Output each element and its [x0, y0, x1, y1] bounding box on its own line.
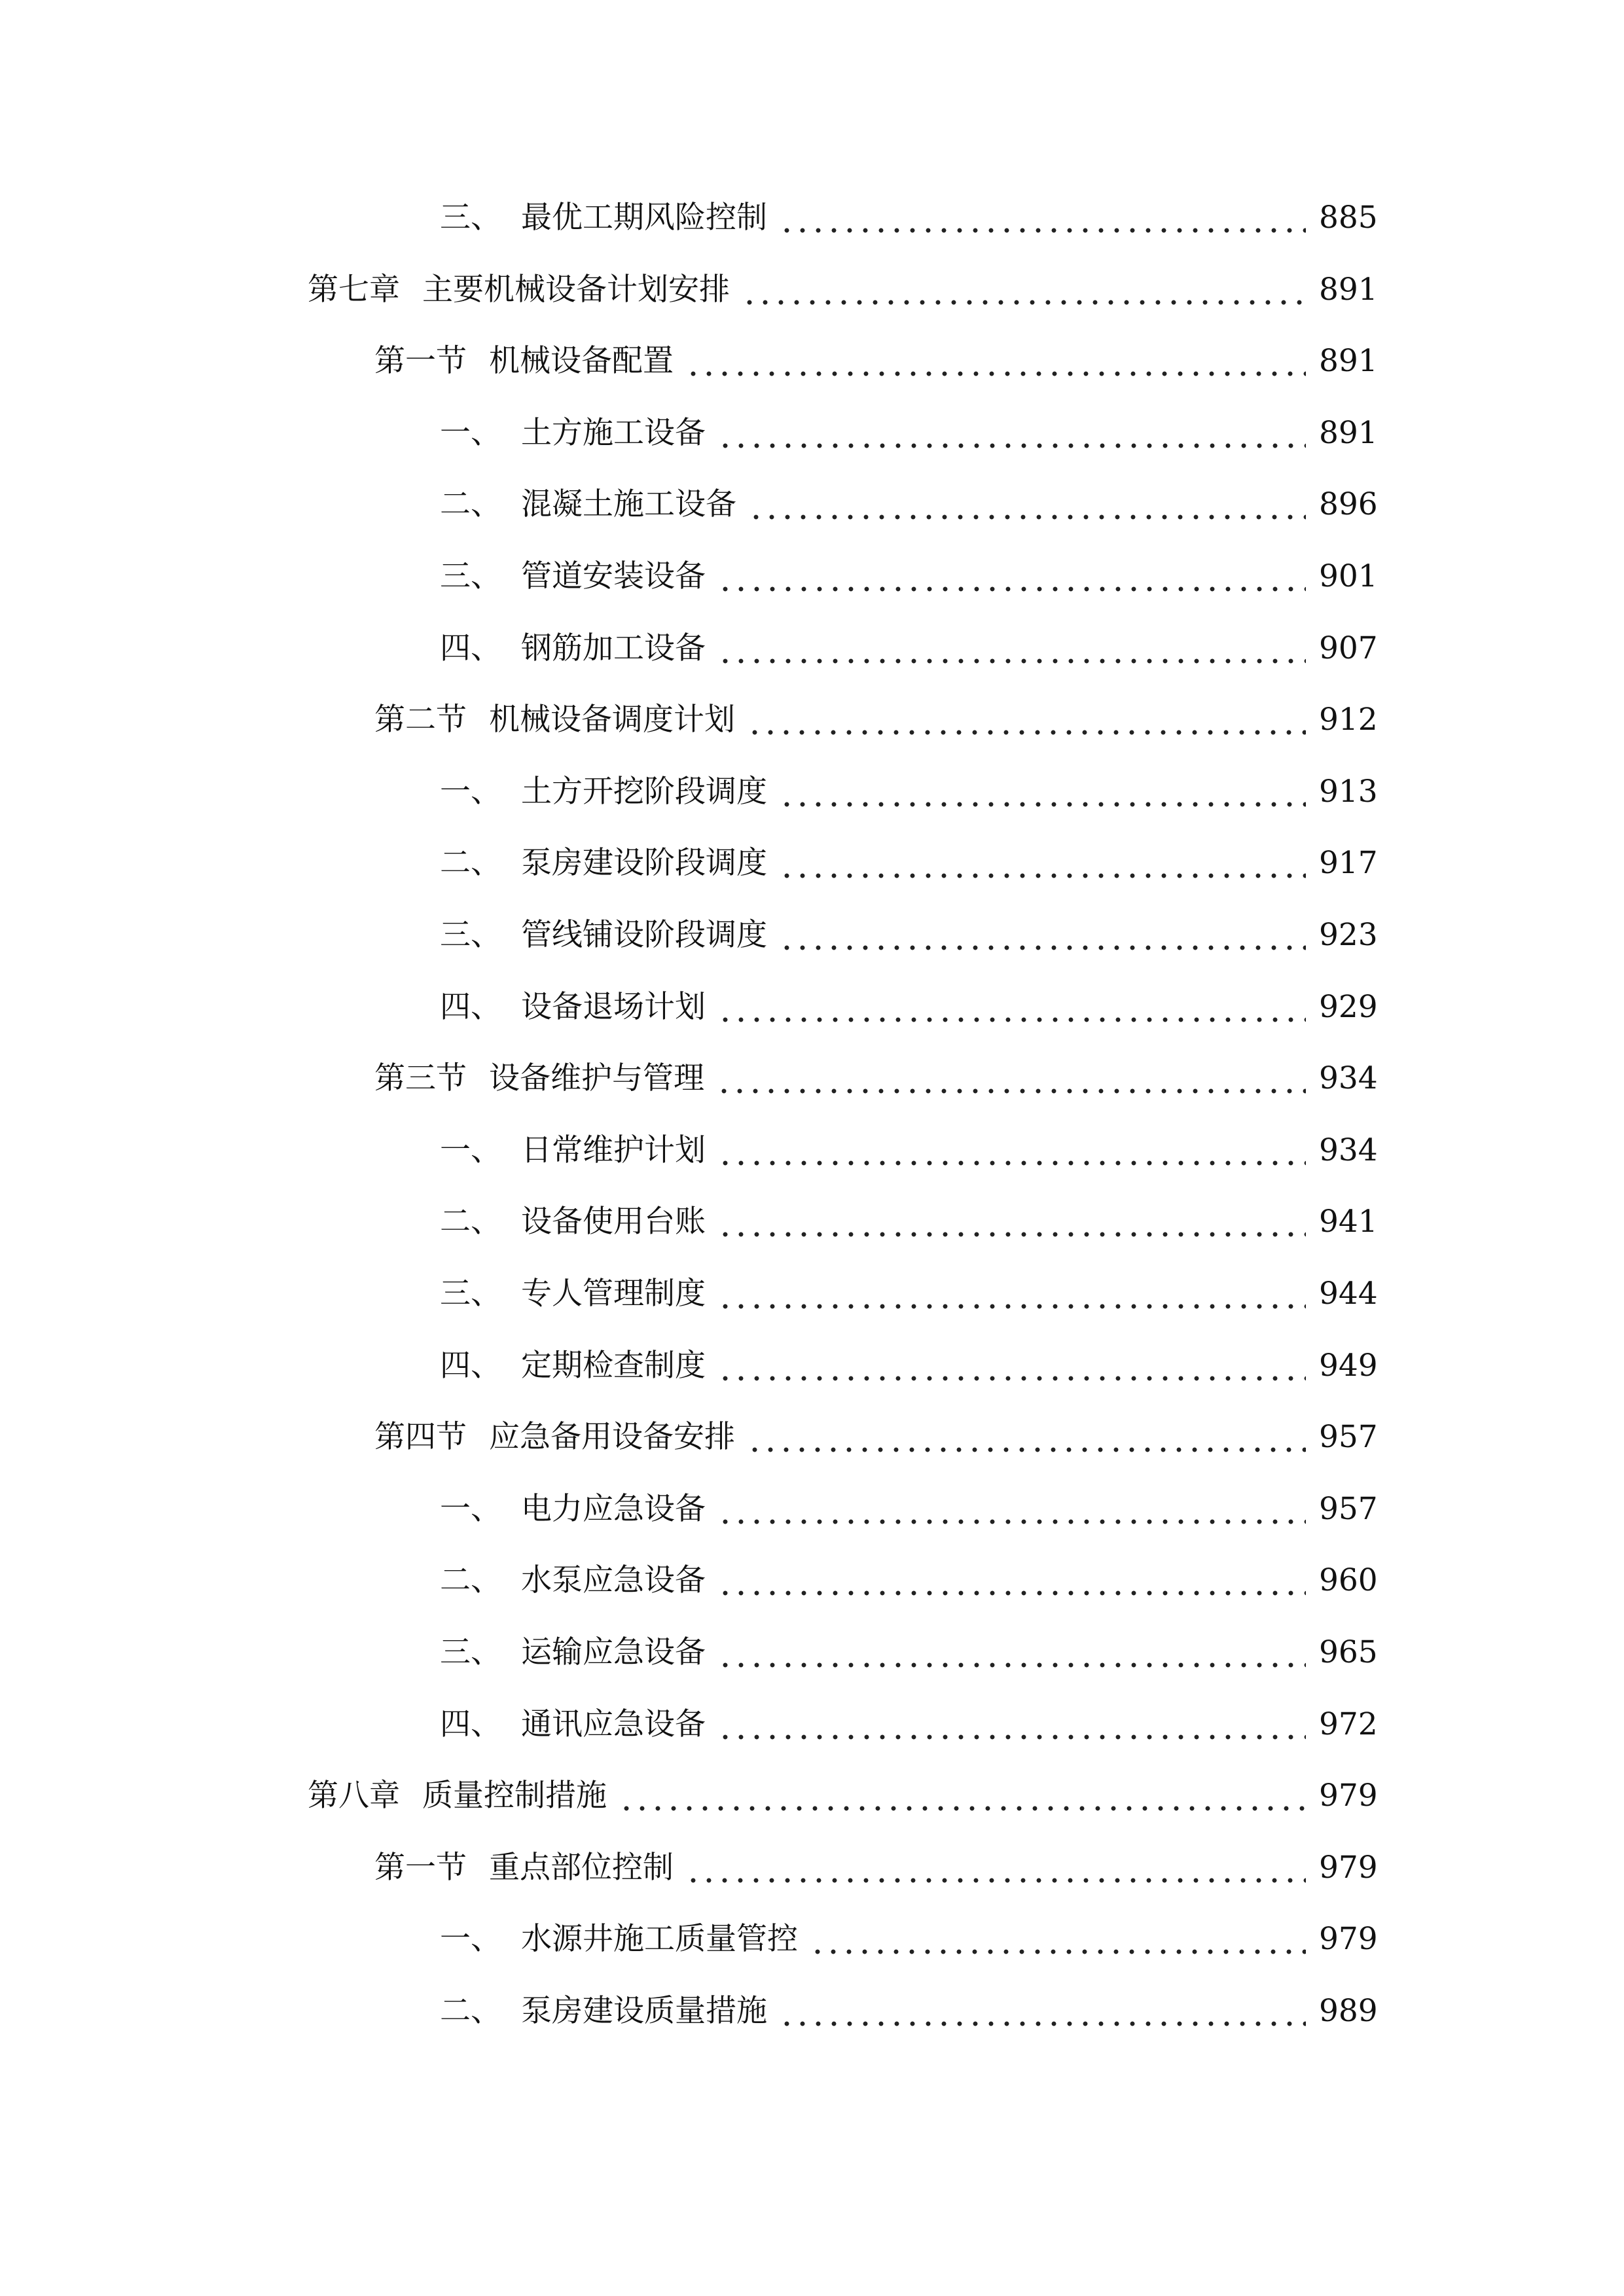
- toc-entry-section[interactable]: [374, 1052, 1378, 1105]
- toc-entry-page-number: 934: [1319, 1060, 1378, 1096]
- toc-entry-item[interactable]: [440, 1340, 1378, 1392]
- toc-entry-page-number: 989: [1319, 1993, 1378, 2029]
- toc-entry-title: 电力应急设备: [521, 1491, 706, 1527]
- toc-dot-leader: [619, 1770, 1306, 1822]
- toc-dot-leader: [810, 1913, 1306, 1965]
- toc-entry-title: 运输应急设备: [521, 1634, 706, 1670]
- toc-entry-page-number: 934: [1319, 1132, 1378, 1168]
- toc-entry-page-number: 917: [1319, 845, 1378, 881]
- toc-entry-title: 管道安装设备: [521, 558, 706, 594]
- toc-dot-leader: [779, 192, 1306, 244]
- toc-entry-item[interactable]: [440, 766, 1378, 818]
- toc-entry-item[interactable]: [440, 192, 1378, 244]
- toc-entry-number: 三、: [440, 1634, 501, 1670]
- toc-entry-title: 土方施工设备: [521, 415, 706, 451]
- toc-dot-leader: [717, 622, 1306, 675]
- toc-entry-item[interactable]: [440, 1483, 1378, 1535]
- toc-entry-number: 三、: [440, 200, 501, 236]
- toc-entry-number: 二、: [440, 845, 501, 881]
- toc-entry-section[interactable]: [374, 694, 1378, 746]
- toc-entry-number: 二、: [440, 486, 501, 522]
- toc-dot-leader: [717, 1554, 1306, 1607]
- toc-entry-page-number: 979: [1319, 1921, 1378, 1957]
- toc-entry-page-number: 891: [1319, 272, 1378, 308]
- toc-entry-number: 第七章: [308, 272, 400, 308]
- toc-entry-number: 第一节: [374, 1850, 467, 1886]
- toc-entry-item[interactable]: [440, 1554, 1378, 1607]
- toc-entry-number: 第三节: [374, 1060, 467, 1096]
- toc-entry-title: 质量控制措施: [422, 1778, 607, 1814]
- toc-entry-page-number: 949: [1319, 1348, 1378, 1384]
- toc-entry-item[interactable]: [440, 981, 1378, 1033]
- toc-entry-number: 二、: [440, 1204, 501, 1240]
- toc-entry-item[interactable]: [440, 1124, 1378, 1177]
- toc-dot-leader: [748, 478, 1306, 531]
- toc-entry-title: 水泵应急设备: [521, 1562, 706, 1598]
- toc-entry-number: 第八章: [308, 1778, 400, 1814]
- toc-entry-page-number: 941: [1319, 1204, 1378, 1240]
- toc-entry-page-number: 960: [1319, 1562, 1378, 1598]
- toc-entry-number: 三、: [440, 558, 501, 594]
- toc-entry-number: 二、: [440, 1562, 501, 1598]
- toc-entry-item[interactable]: [440, 909, 1378, 961]
- toc-entry-page-number: 965: [1319, 1634, 1378, 1670]
- toc-entry-page-number: 896: [1319, 486, 1378, 522]
- toc-dot-leader: [717, 1698, 1306, 1751]
- toc-entry-page-number: 972: [1319, 1706, 1378, 1742]
- toc-entry-page-number: 913: [1319, 774, 1378, 810]
- toc-entry-item[interactable]: [440, 550, 1378, 603]
- toc-dot-leader: [717, 1483, 1306, 1535]
- toc-entry-number: 一、: [440, 1921, 501, 1957]
- toc-entry-title: 专人管理制度: [521, 1276, 706, 1312]
- toc-entry-item[interactable]: [440, 407, 1378, 459]
- toc-dot-leader: [685, 1842, 1306, 1894]
- toc-entry-item[interactable]: [440, 837, 1378, 889]
- toc-entry-title: 设备使用台账: [521, 1204, 706, 1240]
- toc-dot-leader: [717, 1268, 1306, 1320]
- toc-entry-chapter[interactable]: [308, 264, 1378, 316]
- toc-entry-number: 四、: [440, 630, 501, 666]
- toc-entry-page-number: 885: [1319, 200, 1378, 236]
- toc-entry-number: 四、: [440, 989, 501, 1025]
- toc-entry-title: 设备维护与管理: [489, 1060, 704, 1096]
- toc-entry-item[interactable]: [440, 1913, 1378, 1965]
- toc-entry-number: 三、: [440, 917, 501, 953]
- toc-entry-item[interactable]: [440, 1196, 1378, 1248]
- toc-entry-title: 机械设备调度计划: [489, 702, 735, 738]
- toc-entry-page-number: 979: [1319, 1778, 1378, 1814]
- toc-entry-page-number: 957: [1319, 1491, 1378, 1527]
- toc-entry-title: 混凝土施工设备: [521, 486, 736, 522]
- toc-entry-title: 管线铺设阶段调度: [521, 917, 767, 953]
- toc-entry-number: 一、: [440, 774, 501, 810]
- toc-entry-page-number: 979: [1319, 1850, 1378, 1886]
- toc-entry-title: 主要机械设备计划安排: [422, 272, 730, 308]
- toc-dot-leader: [717, 1196, 1306, 1248]
- toc-dot-leader: [717, 407, 1306, 459]
- toc-entry-number: 第四节: [374, 1419, 467, 1455]
- toc-dot-leader: [717, 981, 1306, 1033]
- toc-dot-leader: [717, 550, 1306, 603]
- toc-entry-title: 通讯应急设备: [521, 1706, 706, 1742]
- toc-entry-page-number: 957: [1319, 1419, 1378, 1455]
- toc-entry-page-number: 901: [1319, 558, 1378, 594]
- toc-entry-number: 第二节: [374, 702, 467, 738]
- toc-entry-number: 一、: [440, 415, 501, 451]
- toc-entry-page-number: 944: [1319, 1276, 1378, 1312]
- toc-dot-leader: [717, 1124, 1306, 1177]
- toc-entry-number: 一、: [440, 1132, 501, 1168]
- toc-dot-leader: [747, 1411, 1306, 1463]
- toc-dot-leader: [779, 909, 1306, 961]
- toc-entry-page-number: 907: [1319, 630, 1378, 666]
- toc-entry-page-number: 929: [1319, 989, 1378, 1025]
- toc-dot-leader: [717, 1340, 1306, 1392]
- toc-entry-title: 应急备用设备安排: [489, 1419, 735, 1455]
- toc-entry-section[interactable]: [374, 1842, 1378, 1894]
- toc-dot-leader: [717, 1626, 1306, 1679]
- toc-entry-title: 钢筋加工设备: [521, 630, 706, 666]
- toc-entry-page-number: 891: [1319, 415, 1378, 451]
- toc-entry-page-number: 923: [1319, 917, 1378, 953]
- toc-entry-chapter[interactable]: [308, 1770, 1378, 1822]
- toc-entry-title: 日常维护计划: [521, 1132, 706, 1168]
- toc-dot-leader: [779, 1985, 1306, 2037]
- toc-entry-title: 定期检查制度: [521, 1348, 706, 1384]
- toc-entry-item[interactable]: [440, 478, 1378, 531]
- toc-dot-leader: [779, 837, 1306, 889]
- toc-entry-item[interactable]: [440, 1985, 1378, 2037]
- toc-entry-item[interactable]: [440, 1626, 1378, 1679]
- toc-dot-leader: [742, 264, 1306, 316]
- toc-dot-leader: [716, 1052, 1306, 1105]
- toc-entry-title: 泵房建设质量措施: [521, 1993, 767, 2029]
- toc-entry-number: 第一节: [374, 343, 467, 379]
- toc-entry-number: 二、: [440, 1993, 501, 2029]
- toc-entry-number: 四、: [440, 1348, 501, 1384]
- toc-entry-title: 土方开挖阶段调度: [521, 774, 767, 810]
- toc-entry-title: 泵房建设阶段调度: [521, 845, 767, 881]
- toc-dot-leader: [779, 766, 1306, 818]
- toc-entry-number: 四、: [440, 1706, 501, 1742]
- toc-entry-title: 设备退场计划: [521, 989, 706, 1025]
- toc-entry-page-number: 891: [1319, 343, 1378, 379]
- toc-entry-title: 重点部位控制: [489, 1850, 674, 1886]
- toc-entry-item[interactable]: [440, 1698, 1378, 1751]
- toc-entry-title: 水源井施工质量管控: [521, 1921, 798, 1957]
- toc-entry-page-number: 912: [1319, 702, 1378, 738]
- toc-entry-item[interactable]: [440, 1268, 1378, 1320]
- toc-entry-title: 机械设备配置: [489, 343, 674, 379]
- toc-entry-item[interactable]: [440, 622, 1378, 675]
- toc-entry-section[interactable]: [374, 335, 1378, 387]
- toc-dot-leader: [685, 335, 1306, 387]
- toc-entry-section[interactable]: [374, 1411, 1378, 1463]
- toc-entry-number: 三、: [440, 1276, 501, 1312]
- toc-entry-title: 最优工期风险控制: [521, 200, 767, 236]
- toc-dot-leader: [747, 694, 1306, 746]
- toc-entry-number: 一、: [440, 1491, 501, 1527]
